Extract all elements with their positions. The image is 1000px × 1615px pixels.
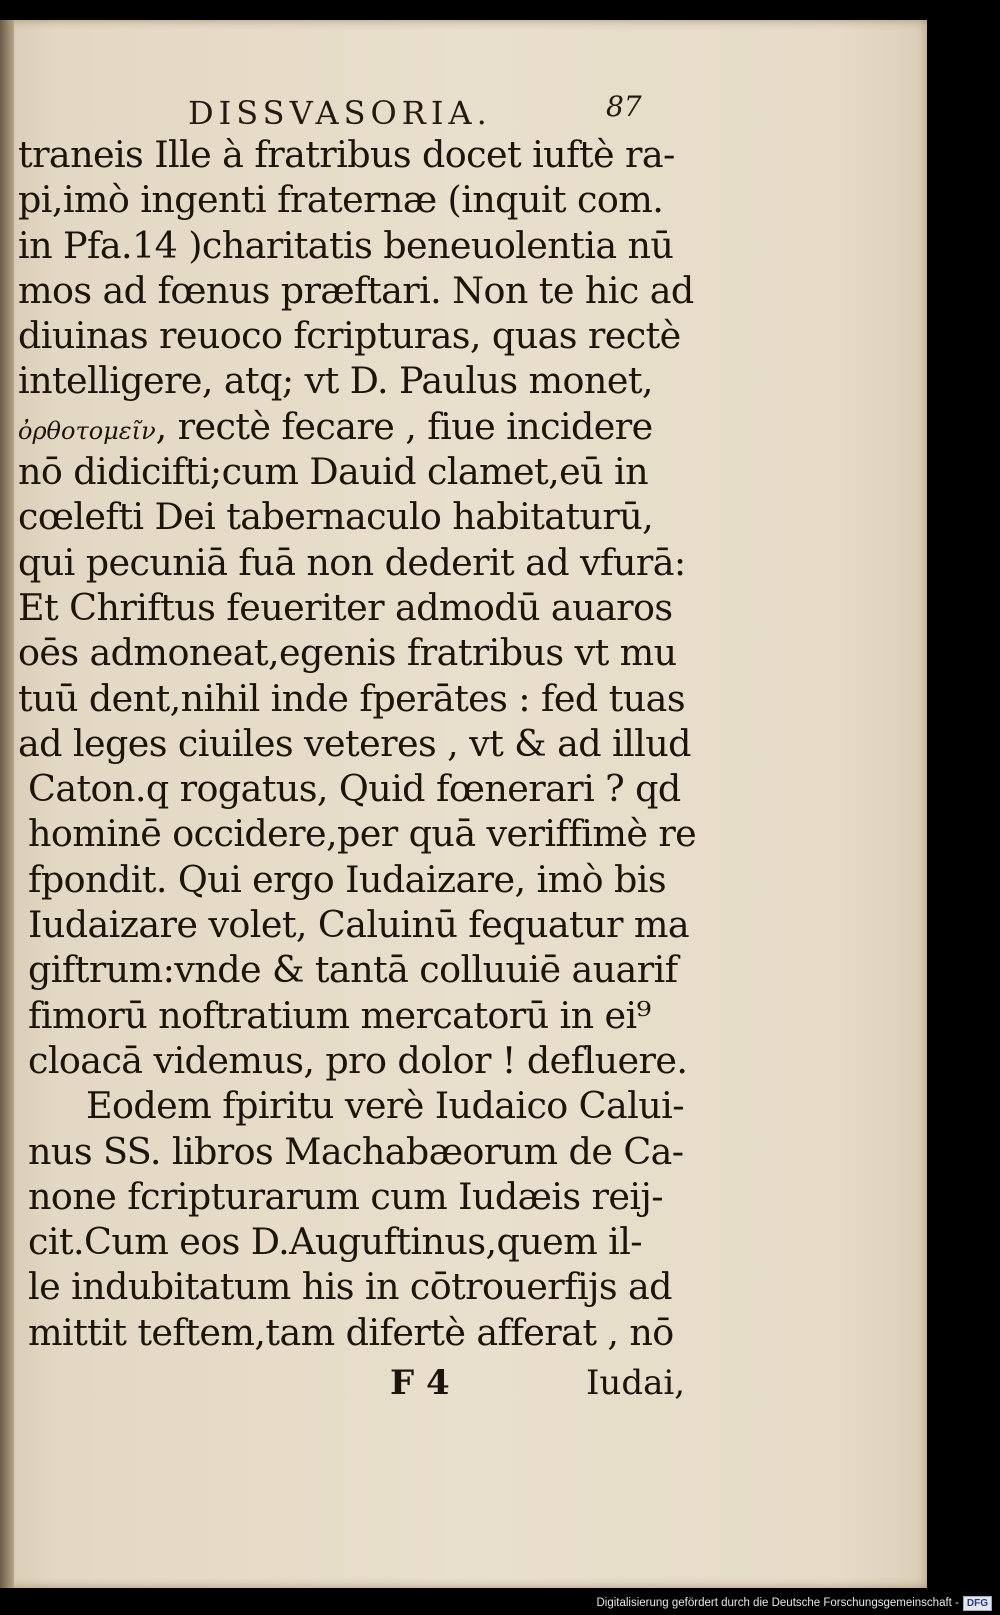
text-line: mittit teftem,tam difertè afferat , nō	[28, 1310, 674, 1354]
text-line-greek	[18, 404, 686, 449]
text-line: cloacā videmus, pro dolor ! defluere.	[28, 1038, 688, 1082]
text-line: traneis Ille à fratribus docet iuftè ra-	[18, 133, 675, 176]
page-number: 87	[606, 90, 642, 123]
signature-mark: F 4	[390, 1363, 450, 1404]
text-line: in Pfa.14 )charitatis beneuolentia nū	[18, 223, 674, 267]
text-line: none fcripturarum cum Iudæis reij-	[28, 1174, 663, 1218]
text-block	[18, 80, 697, 1405]
running-head-title: DISSVASORIA.	[188, 94, 492, 132]
text-line: Iudaizare volet, Caluinū fequatur ma	[28, 903, 690, 947]
text-line: qui pecuniā fuā non dederit ad vfurā:	[18, 540, 686, 584]
credit-text: Digitalisierung gefördert durch die Deutsche Forschungsgemeinschaft -	[596, 1597, 959, 1609]
book-page	[0, 20, 927, 1588]
dfg-logo: DFG	[963, 1596, 992, 1611]
page-spine-shadow	[0, 20, 14, 1588]
text-line: intelligere, atq; vt D. Paulus monet,	[18, 359, 653, 403]
digitization-credit	[596, 1593, 992, 1613]
text-line: nus SS. libros Machabæorum de Ca-	[28, 1129, 684, 1173]
text-line: pi,imò ingenti fraternæ (inquit com.	[18, 178, 664, 222]
text-line: fpondit. Qui ergo Iudaizare, imò bis	[28, 857, 666, 901]
text-line: le indubitatum his in cōtrouerfijs ad	[28, 1265, 672, 1309]
greek-word: ὀρθοτομεῖν	[18, 416, 156, 445]
text-line: giftrum:vnde & tantā colluuiē auarif	[28, 948, 678, 992]
text-line: oēs admoneat,egenis fratribus vt mu	[18, 631, 677, 675]
running-head	[18, 80, 686, 132]
text-line: mos ad fœnus præftari. Non te hic ad	[18, 268, 694, 312]
text-line: cit.Cum eos D.Auguftinus,quem il-	[28, 1220, 643, 1264]
text-line: diuinas reuoco fcripturas, quas rectè	[18, 314, 681, 358]
text-line-rest: , rectè fecare , fiue incidere	[155, 404, 653, 448]
paragraph-start-line: Eodem fpiritu verè Iudaico Calui-	[86, 1084, 684, 1128]
text-line: ad leges ciuiles veteres , vt & ad illud	[18, 721, 691, 765]
text-line: Caton.q rogatus, Quid fœnerari ? qd	[28, 767, 681, 811]
text-line: hominē occidere,per quā veriffimè re	[28, 812, 697, 856]
catchword: Iudai,	[586, 1363, 686, 1404]
page-footer	[18, 1355, 686, 1405]
text-line: nō didicifti;cum Dauid clamet,eū in	[18, 450, 649, 494]
text-line: Et Chriftus feueriter admodū auaros	[18, 585, 673, 629]
text-line: fimorū noftratium mercatorū in ei⁹	[28, 993, 651, 1037]
text-line: tuū dent,nihil inde fperātes : fed tuas	[18, 676, 685, 720]
text-line: cœlefti Dei tabernaculo habitaturū,	[18, 495, 654, 539]
